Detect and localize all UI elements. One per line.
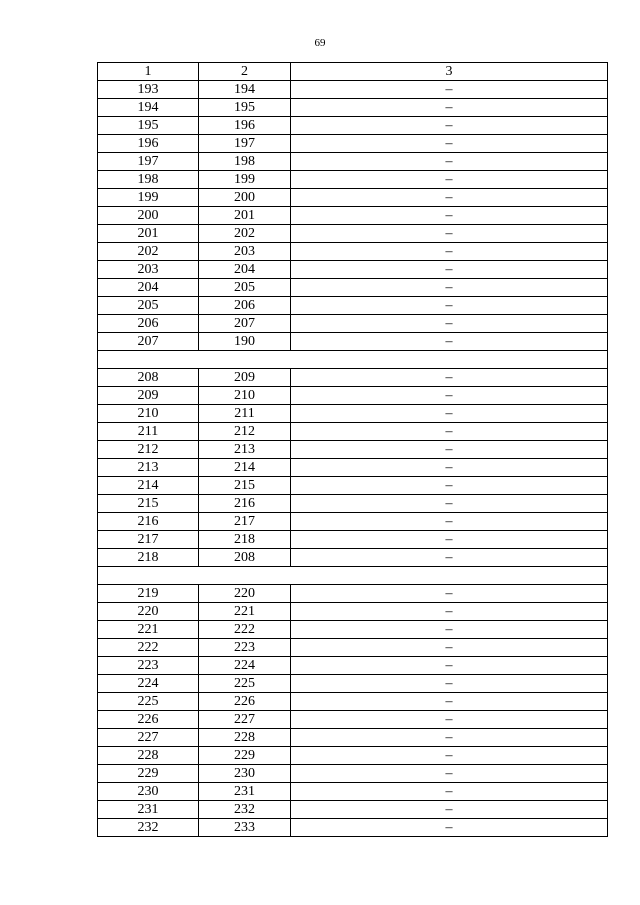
table-cell-col1: 221 <box>98 621 199 639</box>
table-cell-col1: 219 <box>98 585 199 603</box>
table-cell-col3: – <box>291 297 608 315</box>
separator-cell <box>98 351 608 369</box>
table-cell-col1: 207 <box>98 333 199 351</box>
table-cell-col2: 208 <box>199 549 291 567</box>
table-row <box>98 531 608 549</box>
table-row <box>98 495 608 513</box>
table-cell-col1: 210 <box>98 405 199 423</box>
table-cell-col2: 194 <box>199 81 291 99</box>
table-row <box>98 459 608 477</box>
table-cell-col3: – <box>291 531 608 549</box>
table-body <box>98 63 608 837</box>
separator-cell <box>98 567 608 585</box>
table-cell-col2: 228 <box>199 729 291 747</box>
table-cell-col1: 217 <box>98 531 199 549</box>
table-row <box>98 585 608 603</box>
table-cell-col1: 203 <box>98 261 199 279</box>
table-cell-col1: 222 <box>98 639 199 657</box>
table-cell-col3: – <box>291 135 608 153</box>
table-cell-col1: 205 <box>98 297 199 315</box>
table-cell-col2: 212 <box>199 423 291 441</box>
table-cell-col1: 193 <box>98 81 199 99</box>
table-row <box>98 441 608 459</box>
table-cell-col2: 224 <box>199 657 291 675</box>
table-cell-col1: 215 <box>98 495 199 513</box>
table-cell-col2: 221 <box>199 603 291 621</box>
table-cell-col3: – <box>291 261 608 279</box>
table-cell-col2: 223 <box>199 639 291 657</box>
table-row <box>98 405 608 423</box>
table-cell-col2: 211 <box>199 405 291 423</box>
table-row <box>98 621 608 639</box>
table-cell-col3: – <box>291 369 608 387</box>
table-cell-col1: 211 <box>98 423 199 441</box>
table-row <box>98 333 608 351</box>
header-cell-3: 3 <box>291 63 608 81</box>
table-cell-col2: 210 <box>199 387 291 405</box>
table-row <box>98 711 608 729</box>
table-row <box>98 279 608 297</box>
table-cell-col2: 216 <box>199 495 291 513</box>
table-cell-col1: 208 <box>98 369 199 387</box>
table-cell-col3: – <box>291 207 608 225</box>
table-cell-col1: 218 <box>98 549 199 567</box>
table-row <box>98 297 608 315</box>
table-cell-col3: – <box>291 639 608 657</box>
table-row <box>98 207 608 225</box>
table-cell-col2: 232 <box>199 801 291 819</box>
data-table <box>97 62 608 837</box>
table-cell-col3: – <box>291 441 608 459</box>
table-row <box>98 135 608 153</box>
table-cell-col3: – <box>291 189 608 207</box>
table-cell-col2: 229 <box>199 747 291 765</box>
table-cell-col1: 220 <box>98 603 199 621</box>
table-cell-col1: 230 <box>98 783 199 801</box>
table-cell-col3: – <box>291 171 608 189</box>
table-cell-col2: 231 <box>199 783 291 801</box>
table-cell-col3: – <box>291 477 608 495</box>
table-cell-col3: – <box>291 279 608 297</box>
table-cell-col3: – <box>291 405 608 423</box>
table-cell-col1: 228 <box>98 747 199 765</box>
table-row <box>98 729 608 747</box>
table-row <box>98 243 608 261</box>
table-row <box>98 693 608 711</box>
table-cell-col2: 196 <box>199 117 291 135</box>
table-cell-col1: 198 <box>98 171 199 189</box>
table-cell-col1: 202 <box>98 243 199 261</box>
table-row <box>98 99 608 117</box>
table-cell-col3: – <box>291 675 608 693</box>
table-cell-col1: 223 <box>98 657 199 675</box>
table-cell-col3: – <box>291 711 608 729</box>
table-row <box>98 153 608 171</box>
table-row <box>98 387 608 405</box>
table-cell-col3: – <box>291 387 608 405</box>
table-cell-col3: – <box>291 747 608 765</box>
table-cell-col2: 201 <box>199 207 291 225</box>
table-cell-col3: – <box>291 603 608 621</box>
table-cell-col2: 222 <box>199 621 291 639</box>
table-cell-col1: 226 <box>98 711 199 729</box>
table-cell-col1: 224 <box>98 675 199 693</box>
table-cell-col3: – <box>291 495 608 513</box>
table-row <box>98 225 608 243</box>
table-cell-col2: 207 <box>199 315 291 333</box>
table-row <box>98 171 608 189</box>
table-row <box>98 513 608 531</box>
header-cell-2: 2 <box>199 63 291 81</box>
table-cell-col3: – <box>291 81 608 99</box>
table-cell-col3: – <box>291 459 608 477</box>
table-cell-col1: 232 <box>98 819 199 837</box>
table-cell-col2: 206 <box>199 297 291 315</box>
table-row <box>98 783 608 801</box>
group-separator-row <box>98 351 608 369</box>
table-cell-col1: 216 <box>98 513 199 531</box>
table-cell-col3: – <box>291 513 608 531</box>
table-row <box>98 801 608 819</box>
table-cell-col3: – <box>291 117 608 135</box>
table-cell-col3: – <box>291 333 608 351</box>
table-cell-col2: 213 <box>199 441 291 459</box>
table-cell-col3: – <box>291 765 608 783</box>
table-row <box>98 657 608 675</box>
table-row <box>98 315 608 333</box>
table-cell-col1: 227 <box>98 729 199 747</box>
table-cell-col1: 225 <box>98 693 199 711</box>
table-cell-col2: 227 <box>199 711 291 729</box>
table-row <box>98 819 608 837</box>
table-cell-col1: 200 <box>98 207 199 225</box>
table-cell-col3: – <box>291 243 608 261</box>
table-cell-col2: 198 <box>199 153 291 171</box>
table-cell-col2: 233 <box>199 819 291 837</box>
table-row <box>98 477 608 495</box>
table-cell-col2: 230 <box>199 765 291 783</box>
table-cell-col1: 231 <box>98 801 199 819</box>
table-header-row <box>98 63 608 81</box>
group-separator-row <box>98 567 608 585</box>
table-cell-col2: 204 <box>199 261 291 279</box>
table-cell-col2: 209 <box>199 369 291 387</box>
table-cell-col2: 218 <box>199 531 291 549</box>
table-cell-col3: – <box>291 801 608 819</box>
table-cell-col2: 226 <box>199 693 291 711</box>
table-cell-col3: – <box>291 819 608 837</box>
table-row <box>98 765 608 783</box>
table-cell-col3: – <box>291 225 608 243</box>
table-row <box>98 261 608 279</box>
table-row <box>98 549 608 567</box>
table-row <box>98 639 608 657</box>
table-cell-col3: – <box>291 315 608 333</box>
table-cell-col1: 214 <box>98 477 199 495</box>
table-row <box>98 189 608 207</box>
table-cell-col3: – <box>291 693 608 711</box>
table-cell-col1: 212 <box>98 441 199 459</box>
table-cell-col2: 197 <box>199 135 291 153</box>
table-cell-col1: 213 <box>98 459 199 477</box>
table-cell-col3: – <box>291 423 608 441</box>
table-cell-col2: 202 <box>199 225 291 243</box>
table-cell-col1: 204 <box>98 279 199 297</box>
table-cell-col1: 201 <box>98 225 199 243</box>
table-row <box>98 117 608 135</box>
table-cell-col3: – <box>291 729 608 747</box>
table-cell-col1: 197 <box>98 153 199 171</box>
table-row <box>98 675 608 693</box>
table-cell-col2: 190 <box>199 333 291 351</box>
table-cell-col2: 199 <box>199 171 291 189</box>
table-cell-col1: 206 <box>98 315 199 333</box>
table-cell-col1: 229 <box>98 765 199 783</box>
page-number: 69 <box>314 37 326 49</box>
table-cell-col2: 220 <box>199 585 291 603</box>
table-cell-col1: 195 <box>98 117 199 135</box>
table-cell-col2: 214 <box>199 459 291 477</box>
table-cell-col2: 200 <box>199 189 291 207</box>
table-cell-col2: 215 <box>199 477 291 495</box>
table-cell-col1: 194 <box>98 99 199 117</box>
table-cell-col3: – <box>291 585 608 603</box>
table-cell-col2: 217 <box>199 513 291 531</box>
table-cell-col3: – <box>291 783 608 801</box>
table-cell-col2: 225 <box>199 675 291 693</box>
table-cell-col3: – <box>291 153 608 171</box>
table-cell-col3: – <box>291 657 608 675</box>
table-cell-col3: – <box>291 549 608 567</box>
table-cell-col3: – <box>291 99 608 117</box>
table-cell-col2: 203 <box>199 243 291 261</box>
table-row <box>98 747 608 765</box>
table-cell-col2: 195 <box>199 99 291 117</box>
table-cell-col2: 205 <box>199 279 291 297</box>
table-cell-col3: – <box>291 621 608 639</box>
table-row <box>98 603 608 621</box>
header-cell-1: 1 <box>98 63 199 81</box>
table-row <box>98 423 608 441</box>
table-cell-col1: 199 <box>98 189 199 207</box>
table-cell-col1: 209 <box>98 387 199 405</box>
table-row <box>98 81 608 99</box>
table-row <box>98 369 608 387</box>
table-cell-col1: 196 <box>98 135 199 153</box>
